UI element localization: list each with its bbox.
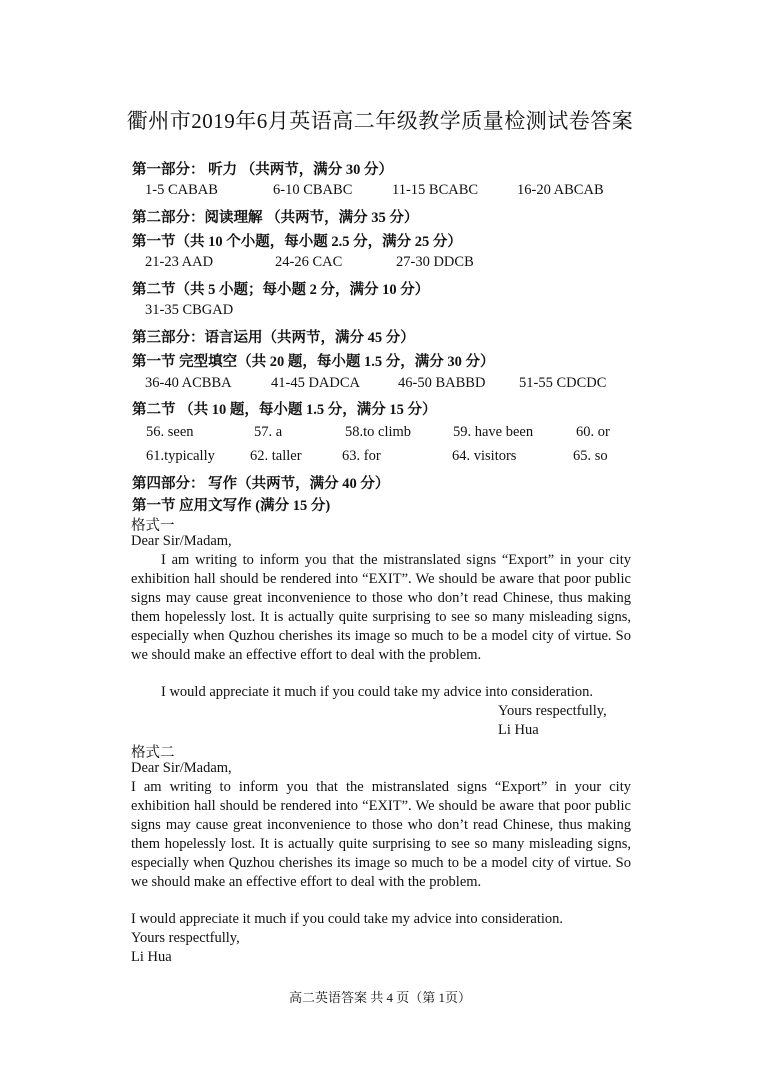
answer-group: 36-40 ACBBA (145, 375, 232, 391)
answer-group: 11-15 BCABC (392, 182, 479, 198)
format1-name: Li Hua (498, 722, 539, 738)
format2-name: Li Hua (131, 949, 172, 965)
format1-salutation: Dear Sir/Madam, (131, 533, 232, 549)
part3-sec1-heading: 第一节 完型填空（共 20 题，每小题 1.5 分，满分 30 分） (132, 354, 495, 370)
answer-group: 24-26 CAC (275, 254, 343, 270)
blank-answer: 62. taller (250, 448, 302, 464)
part2-sec1-heading: 第一节（共 10 个小题，每小题 2.5 分，满分 25 分） (132, 234, 462, 250)
page-title: 衢州市2019年6月英语高二年级教学质量检测试卷答案 (126, 109, 634, 133)
answer-group: 51-55 CDCDC (519, 375, 607, 391)
blank-answer: 60. or (576, 424, 610, 440)
part4-sec1-heading: 第一节 应用文写作 (满分 15 分) (132, 498, 331, 514)
part4-heading: 第四部分： 写作（共两节，满分 40 分） (132, 476, 390, 492)
answer-group: 1-5 CABAB (145, 182, 218, 198)
blank-answer: 65. so (573, 448, 608, 464)
answer-group: 6-10 CBABC (273, 182, 353, 198)
blank-answer: 57. a (254, 424, 283, 440)
format1-label: 格式一 (131, 518, 175, 534)
blank-answer: 63. for (342, 448, 381, 464)
part3-sec2-heading: 第二节 （共 10 题，每小题 1.5 分，满分 15 分） (132, 402, 437, 418)
answer-group: 21-23 AAD (145, 254, 214, 270)
part1-heading: 第一部分： 听力 （共两节，满分 30 分） (132, 162, 393, 178)
answer-group: 41-45 DADCA (271, 375, 361, 391)
blank-answer: 56. seen (146, 424, 194, 440)
format1-signoff: Yours respectfully, (498, 703, 607, 719)
answer-group: 27-30 DDCB (396, 254, 474, 270)
format2-signoff: Yours respectfully, (131, 930, 240, 946)
part2-heading: 第二部分：阅读理解 （共两节，满分 35 分） (132, 210, 419, 226)
format2-salutation: Dear Sir/Madam, (131, 760, 232, 776)
part2-sec2-heading: 第二节（共 5 小题；每小题 2 分，满分 10 分） (132, 282, 430, 298)
format1-body: I am writing to inform you that the mistranslated signs “Export” in your city exhibition hall should be rendered into “EXIT”. We should be aware that poor public signs may cause great inconvenience to those who don’t read Chinese, thus making them hopelessly lost. It is actually quite surprising to see so many misleading signs, especially when Quzhou cherishes its image so much to be a model city of virtue. So we should make an effective effort to deal with the problem. (131, 552, 631, 663)
answer-group: 46-50 BABBD (398, 375, 486, 391)
format2-body: I am writing to inform you that the mistranslated signs “Export” in your city exhibition hall should be rendered into “EXIT”. We should be aware that poor public signs may cause great inconvenience to those who don’t read Chinese, thus making them hopelessly lost. It is actually quite surprising to see so many misleading signs, especially when Quzhou cherishes its image so much to be a model city of virtue. So we should make an effective effort to deal with the problem. (131, 779, 631, 890)
blank-answer: 59. have been (453, 424, 534, 440)
format2-label: 格式二 (131, 745, 175, 761)
answer-group: 16-20 ABCAB (517, 182, 604, 198)
blank-answer: 64. visitors (452, 448, 517, 464)
blank-answer: 61.typically (146, 448, 215, 464)
format2-closing: I would appreciate it much if you could take my advice into consideration. (131, 911, 564, 927)
page-footer: 高二英语答案 共 4 页（第 1页） (288, 990, 471, 1005)
part3-heading: 第三部分：语言运用（共两节，满分 45 分） (132, 330, 415, 346)
answer-group: 31-35 CBGAD (145, 302, 234, 318)
blank-answer: 58.to climb (345, 424, 412, 440)
format1-closing: I would appreciate it much if you could take my advice into consideration. (161, 684, 594, 700)
